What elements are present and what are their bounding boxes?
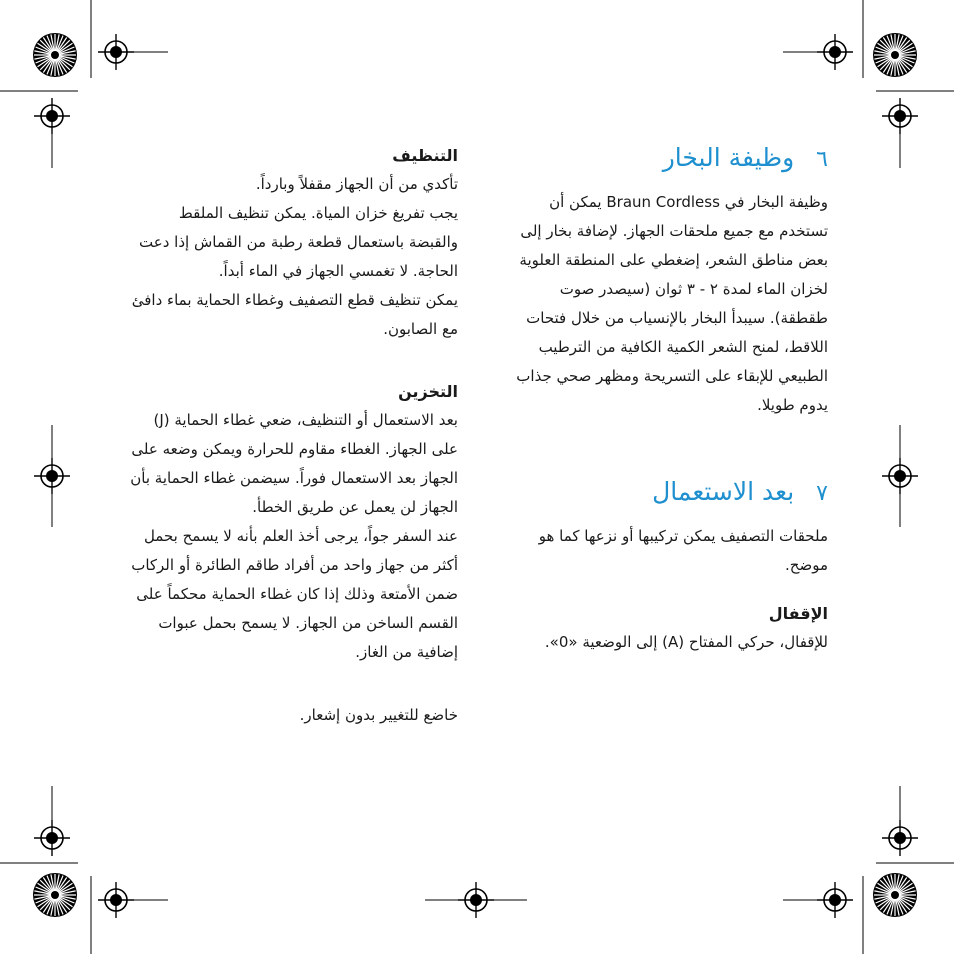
change-notice: خاضع للتغيير بدون إشعار. (299, 706, 458, 724)
shutdown-body: للإقفال، حركي المفتاح (A) إلى الوضعية «0». (544, 633, 828, 651)
storage-body-2: عند السفر جواً، يرجى أخذ العلم بأنه لا يسمح بحمل أكثر من جهاز واحد من أفراد طاقم الطائرة أو الركاب ضمن الأمتعة وذلك إذا كان غطاء الحماية محكماً على القسم الساخن من الجهاز. لا يسمح بحمل عبوات إضافية من الغاز. (131, 527, 458, 661)
left-column (126, 142, 458, 730)
after-use-heading (498, 476, 828, 510)
right-column (498, 142, 828, 657)
storage-body-1: بعد الاستعمال أو التنظيف، ضعي غطاء الحماية (J) على الجهاز. الغطاء مقاوم للحرارة ويمكن وضعه على الجهاز بعد الاستعمال فوراً. سيضمن غطاء الحماية بأن الجهاز لن يعمل عن طريق الخطأ. (130, 411, 458, 516)
cleaning-body-3: يمكن تنظيف قطع التصفيف وغطاء الحماية بماء دافئ مع الصابون. (131, 291, 458, 338)
steam-body: وظيفة البخار في Braun Cordless يمكن أن تستخدم مع جميع ملحقات الجهاز. لإضافة بخار إلى بعض مناطق الشعر، إضغطي على المنطقة العلوية لخزان الماء لمدة ٢ - ٣ ثوان (سيصدر صوت طقطقة). سيبدأ البخار بالإنسياب من خلال فتحات اللاقط، لمنح الشعر الكمية الكافية من الترطيب الطبيعي للإبقاء على التسريحة ومظهر صحي جذاب يدوم طويلا. (516, 193, 828, 414)
cleaning-body-1: تأكدي من أن الجهاز مقفلاً وبارداً. (255, 175, 458, 193)
steam-heading (498, 142, 828, 176)
shutdown-title: الإقفال (768, 604, 828, 623)
storage-title: التخزين (398, 382, 458, 401)
cleaning-body-2: يجب تفريغ خزان المياة. يمكن تنظيف الملقط والقبضة باستعمال قطعة رطبة من القماش إذا دعت الحاجة. لا تغمسي الجهاز في الماء أبداً. (139, 204, 458, 280)
after-use-title: بعد الاستعمال (652, 477, 795, 506)
steam-number: ٦ (816, 147, 828, 172)
after-use-body: ملحقات التصفيف يمكن تركيبها أو نزعها كما هو موضح. (538, 527, 828, 574)
steam-title: وظيفة البخار (662, 143, 795, 172)
after-use-number: ٧ (816, 481, 828, 506)
cleaning-title: التنظيف (392, 146, 458, 165)
